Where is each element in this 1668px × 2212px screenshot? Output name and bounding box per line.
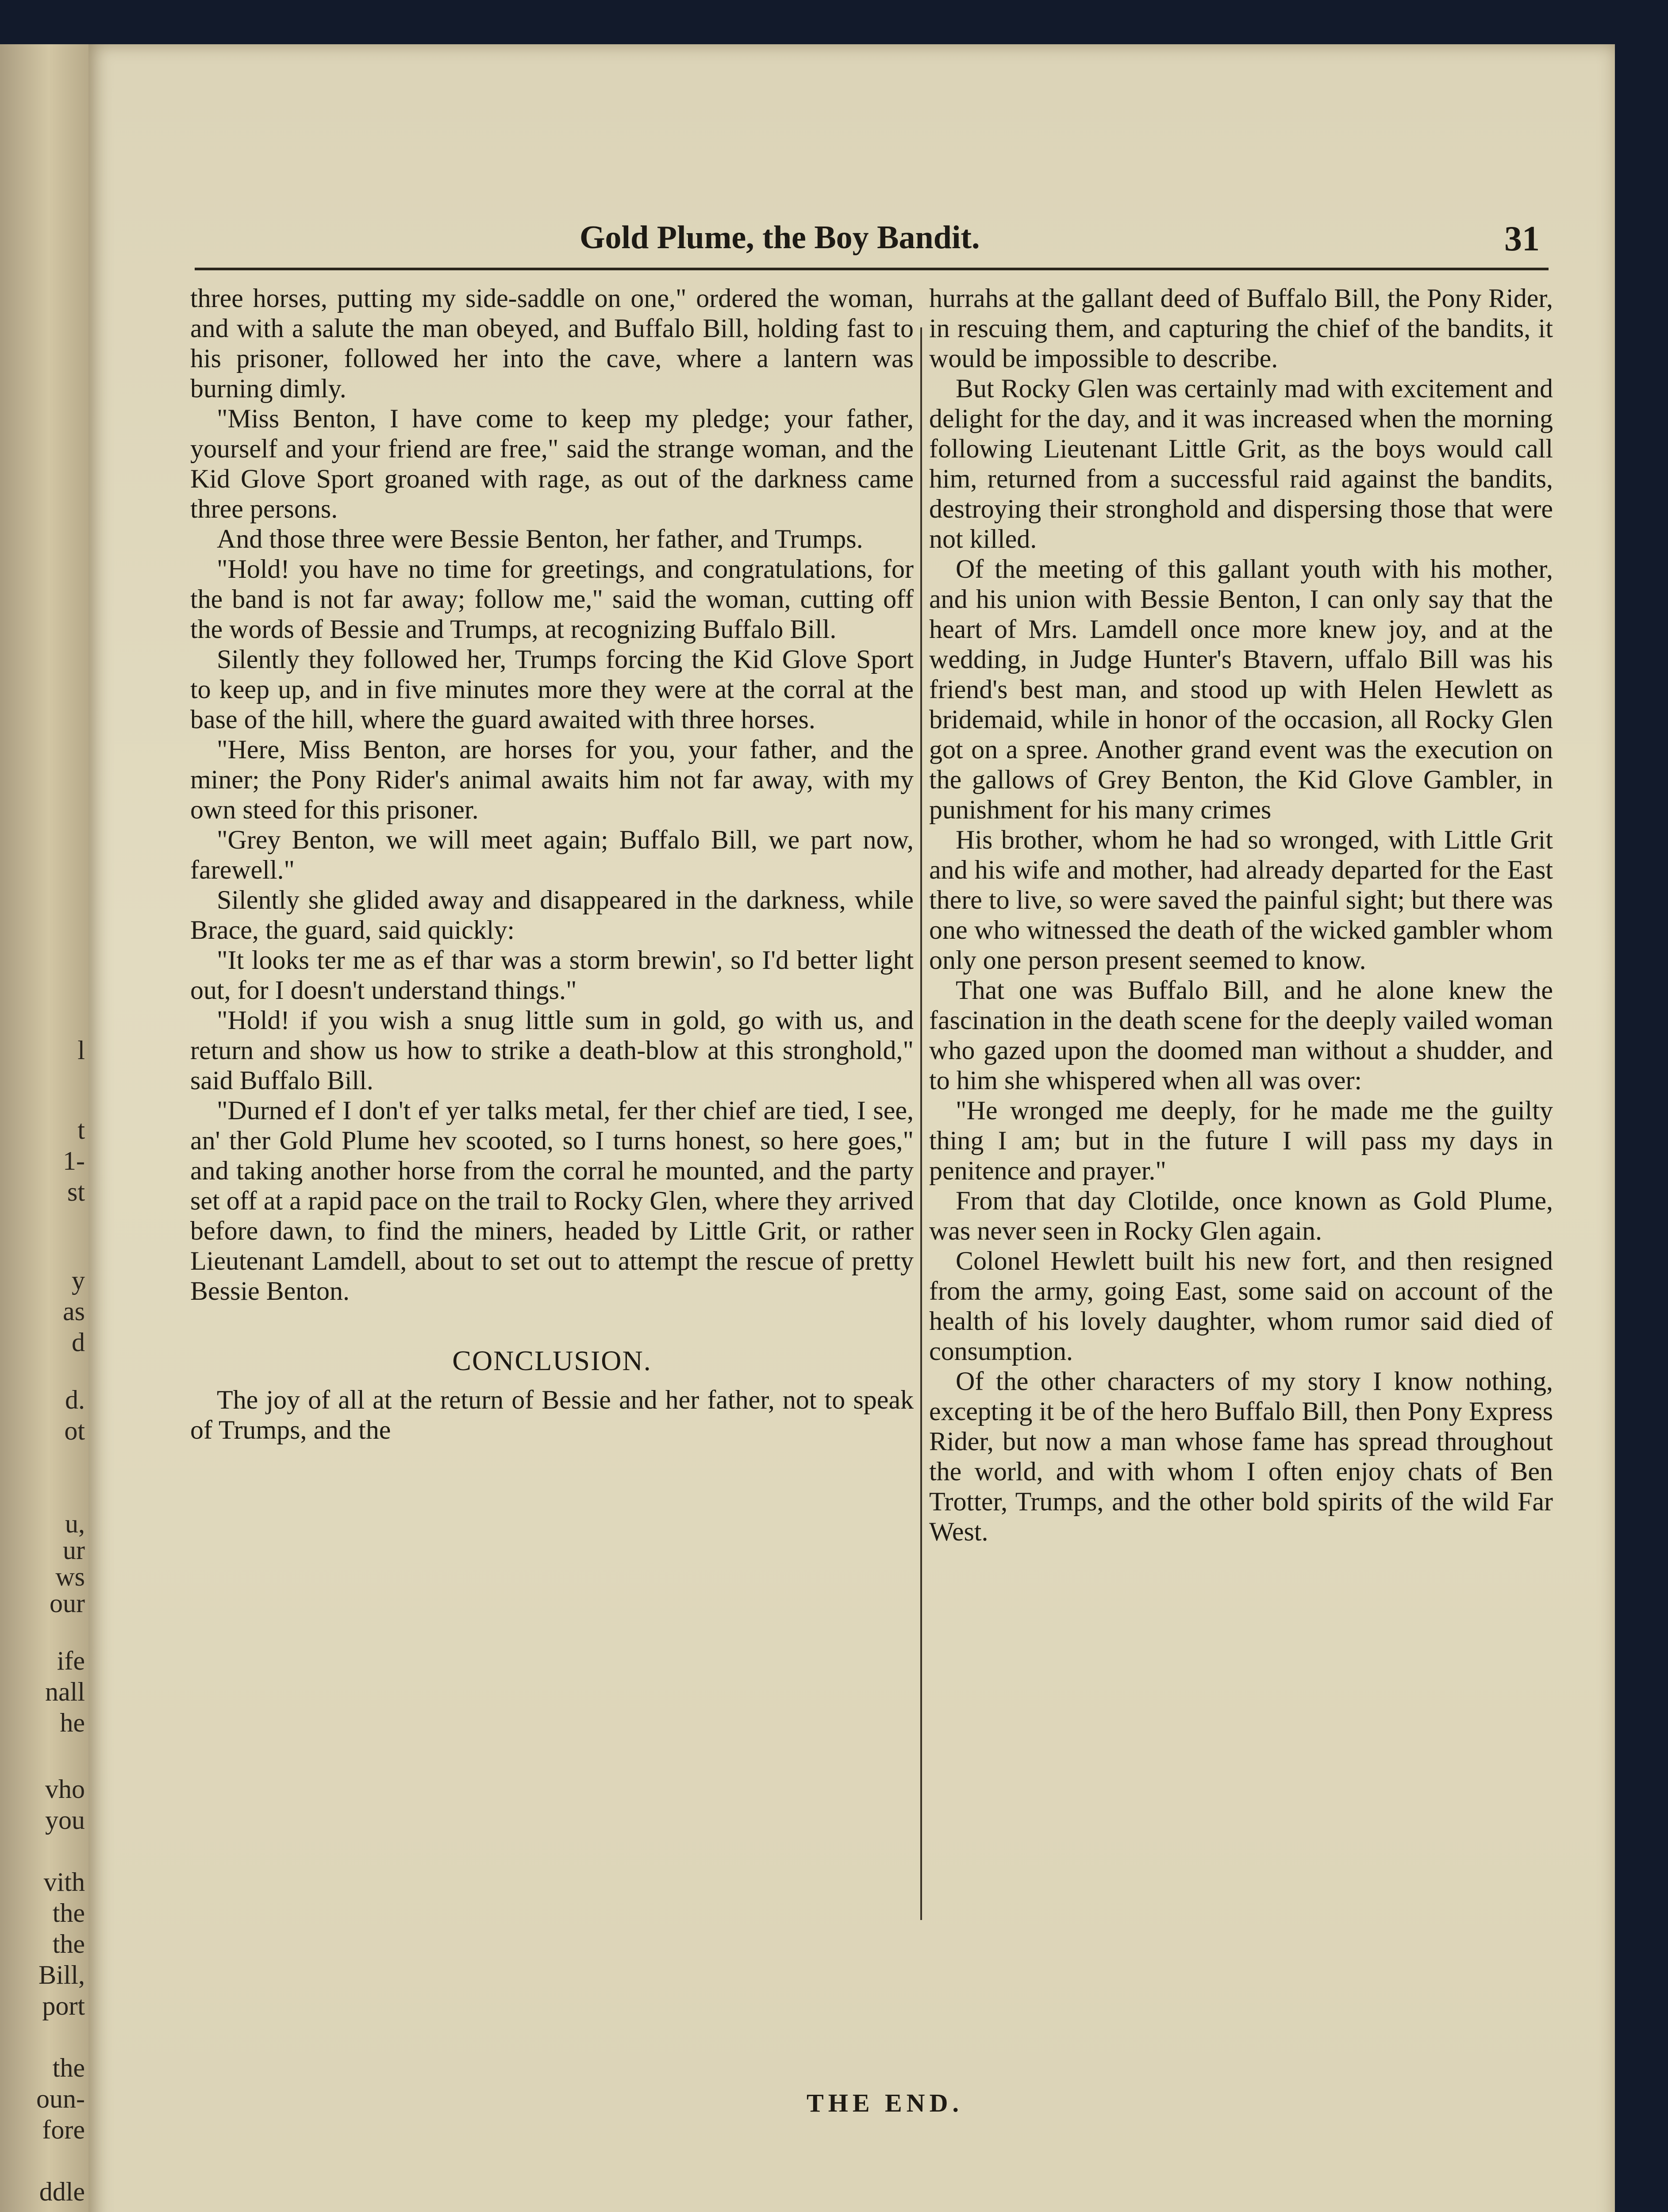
paragraph: The joy of all at the return of Bessie and her father, not to speak of Trumps, and the: [190, 1385, 914, 1444]
left-page-fragment: d: [72, 1328, 85, 1357]
left-page-fragment: vho: [45, 1774, 85, 1804]
running-header: [580, 219, 1540, 263]
left-page-fragment: ur: [63, 1536, 85, 1565]
left-page-fragment: fore: [42, 2115, 85, 2144]
paragraph: And those three were Bessie Benton, her father, and Trumps.: [217, 524, 863, 553]
paragraph: Silently she glided away and disappeared in the darkness, while Brace, the guard, said quickly:: [190, 885, 914, 945]
paragraph: "He wronged me deeply, for he made me the guilty thing I am; but in the future I will pass my days in penitence and prayer.": [929, 1096, 1553, 1185]
paragraph: "Here, Miss Benton, are horses for you, your father, and the miner; the Pony Rider's animal awaits him not far away, with my own steed for this prisoner.: [190, 735, 914, 824]
paragraph: Silently they followed her, Trumps forcing the Kid Glove Sport to keep up, and in five minutes more they were at the corral at the base of the hill, where the guard awaited with three horses.: [190, 645, 914, 734]
paragraph: That one was Buffalo Bill, and he alone knew the fascination in the death scene for the deeply vailed woman who gazed upon the doomed man without a shudder, and to him she whispered when all was over:: [929, 975, 1553, 1095]
left-page-fragment: oun-: [36, 2084, 85, 2113]
paragraph: Of the other characters of my story I know nothing, excepting it be of the hero Buffalo Bill, then Pony Express Rider, but now a man whose fame has spread throughout the world, and with whom I often enjoy chats of Ben Trotter, Trumps, and the other bold spirits of the wild Far West.: [929, 1367, 1553, 1546]
left-page-fragment: u,: [65, 1509, 85, 1538]
left-page-fragment: 1-: [63, 1146, 85, 1175]
left-page-fragment: l: [77, 1036, 85, 1065]
left-page-fragment: our: [50, 1589, 85, 1618]
paragraph: From that day Clotilde, once known as Gold Plume, was never seen in Rocky Glen again.: [929, 1186, 1553, 1245]
paragraph: His brother, whom he had so wronged, with Little Grit and his wife and mother, had already departed for the East there to live, so were saved the painful sight; but there was one who witnessed the death of the wicked gambler whom only one person present seemed to know.: [929, 825, 1553, 975]
left-page-fragment: y: [72, 1266, 85, 1295]
paragraph: hurrahs at the gallant deed of Buffalo Bill, the Pony Rider, in rescuing them, and capturing the chief of the bandits, it would be impossible to describe.: [929, 284, 1553, 373]
left-page-fragment: t: [77, 1115, 85, 1144]
left-page-fragment: nall: [45, 1677, 85, 1706]
header-rule: [195, 268, 1549, 270]
paragraph: But Rocky Glen was certainly mad with excitement and delight for the day, and it was increased when the morning following Lieutenant Little Grit, as the boys would call him, returned from a successful raid against the bandits, destroying their stronghold and dispersing those that were not killed.: [929, 374, 1553, 553]
left-page-edge: [0, 44, 88, 2212]
book-page: [88, 44, 1615, 2212]
running-title: Gold Plume, the Boy Bandit.: [580, 219, 980, 256]
paragraph: "Grey Benton, we will meet again; Buffalo Bill, we part now, farewell.": [190, 825, 914, 884]
paragraph: Colonel Hewlett built his new fort, and then resigned from the army, going East, some said on account of the health of his lovely daughter, whom rumor said died of consumption.: [929, 1246, 1553, 1366]
left-page-fragment: vith: [43, 1867, 85, 1897]
left-page-fragment: the: [52, 2053, 85, 2082]
paragraph: "Hold! if you wish a snug little sum in gold, go with us, and return and show us how to strike a death-blow at this stronghold," said Buffalo Bill.: [190, 1006, 914, 1095]
left-page-fragment: the: [52, 1898, 85, 1928]
column-divider: [920, 327, 922, 1920]
left-page-fragment: port: [42, 1991, 85, 2020]
the-end-label: THE END.: [807, 2089, 963, 2117]
paragraph: Of the meeting of this gallant youth with his mother, and his union with Bessie Benton, I can only say that the heart of Mrs. Lamdell once more knew joy, and at the wedding, in Judge Hunter's Btavern, uffalo Bill was his friend's best man, and stood up with Helen Hewlett as bridemaid, while in honor of the occasion, all Rocky Glen got on a spree. Another grand event was the execution on the gallows of Grey Benton, the Kid Glove Gambler, in punishment for his many crimes: [929, 554, 1553, 824]
section-heading: CONCLUSION.: [452, 1345, 652, 1376]
paragraph: "Hold! you have no time for greetings, and congratulations, for the band is not far away; follow me," said the woman, cutting off the words of Bessie and Trumps, at recognizing Buffalo Bill.: [190, 554, 914, 644]
left-page-fragment: as: [63, 1297, 85, 1326]
left-page-fragment: st: [67, 1177, 85, 1206]
paragraph: "It looks ter me as ef thar was a storm brewin', so I'd better light out, for I doesn't understand things.": [190, 945, 914, 1005]
left-page-fragment: ife: [57, 1646, 85, 1675]
paragraph: "Durned ef I don't ef yer talks metal, fer ther chief are tied, I see, an' ther Gold Plume hev scooted, so I turns honest, so here goes," and taking another horse from the corral he mounted, and the party set off at a rapid pace on the trail to Rocky Glen, where they arrived before dawn, to find the miners, headed by Little Grit, or rather Lieutenant Lamdell, about to set out to attempt the rescue of pretty Bessie Benton.: [190, 1096, 914, 1306]
left-page-fragment: Bill,: [38, 1960, 85, 1989]
page-number: 31: [1504, 219, 1540, 258]
paragraph: "Miss Benton, I have come to keep my pledge; your father, yourself and your friend are free," said the strange woman, and the Kid Glove Sport groaned with rage, as out of the darkness came three persons.: [190, 404, 914, 523]
right-column: [929, 283, 1553, 1547]
left-page-fragment: the: [52, 1929, 85, 1959]
left-page-fragment: d.: [65, 1385, 85, 1414]
left-page-fragment: ot: [64, 1416, 85, 1445]
left-page-fragment: ddle: [39, 2177, 85, 2206]
left-page-fragment: ws: [55, 1562, 85, 1591]
left-column: [190, 283, 914, 1445]
left-page-fragment: you: [45, 1805, 85, 1835]
left-page-fragment: he: [60, 1708, 85, 1737]
paragraph: three horses, putting my side-saddle on one," ordered the woman, and with a salute the man obeyed, and Buffalo Bill, holding fast to his prisoner, followed her into the cave, where a lantern was burning dimly.: [190, 284, 914, 403]
